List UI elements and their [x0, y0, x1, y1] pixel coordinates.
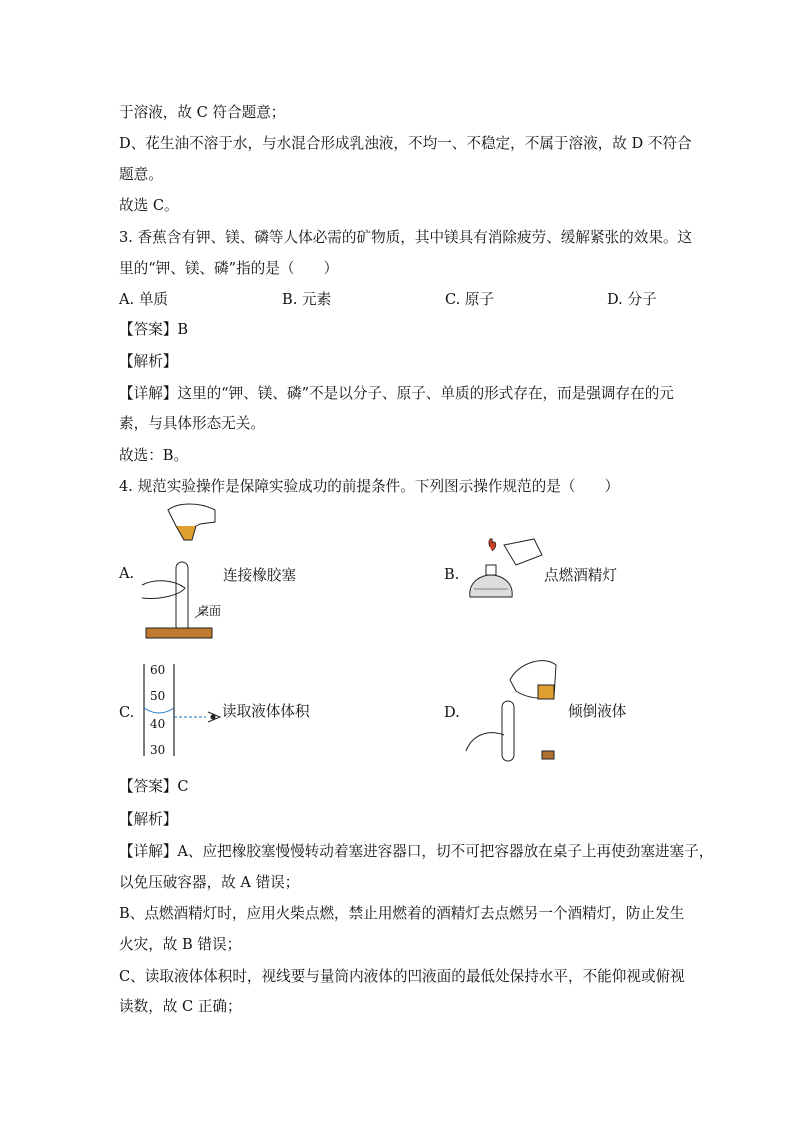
q4-option-c-caption: 读取液体体积 [222, 703, 310, 720]
pouring-liquid-figure [464, 655, 564, 765]
alcohol-lamp-figure [464, 535, 544, 615]
tick-label: 60 [150, 663, 166, 677]
q4-option-d-caption: 倾倒液体 [568, 703, 627, 720]
q4-option-a-caption: 连接橡胶塞 [223, 567, 296, 584]
tick-label: 30 [150, 743, 166, 757]
text-line: D、花生油不溶于水，与水混合形成乳浊液，不均一、不稳定，不属于溶液，故 D 不符合 [119, 135, 692, 152]
detail-text: 素，与具体形态无关。 [119, 415, 265, 432]
analysis-label: 【解析】 [119, 353, 178, 370]
q3-option-a: A. 单质 [119, 291, 169, 308]
tick-label: 50 [150, 689, 166, 703]
question-4-stem: 4. 规范实验操作是保障实验成功的前提条件。下列图示操作规范的是（ ） [119, 478, 620, 495]
q4-option-b-caption: 点燃酒精灯 [544, 567, 617, 584]
q4-option-c-label: C. [119, 704, 135, 721]
q3-option-c: C. 原子 [445, 291, 495, 308]
selection-text: 故选：B。 [119, 447, 189, 464]
question-3-stem: 3. 香蕉含有钾、镁、磷等人体必需的矿物质，其中镁具有消除疲劳、缓解紧张的效果。这 [119, 229, 693, 246]
text-line: 故选 C。 [119, 197, 179, 214]
detail-text: 火灾，故 B 错误； [119, 936, 242, 953]
q4-option-b-label: B. [444, 566, 460, 583]
text-line: 于溶液，故 C 符合题意； [119, 104, 286, 121]
rubber-stopper-figure [140, 500, 220, 645]
q4-option-d-label: D. [444, 704, 460, 721]
detail-text: 【详解】这里的“钾、镁、磷”不是以分子、原子、单质的形式存在，而是强调存在的元 [119, 385, 674, 402]
desk-label: 桌面 [197, 604, 222, 618]
detail-text: C、读取液体体积时，视线要与量筒内液体的凹液面的最低处保持水平，不能仰视或俯视 [119, 968, 685, 985]
text-line: 题意。 [119, 166, 163, 183]
question-3-stem: 里的“钾、镁、磷”指的是（ ） [119, 260, 339, 277]
detail-text: 以免压破容器，故 A 错误； [119, 874, 300, 891]
answer-label: 【答案】C [119, 778, 189, 795]
answer-label: 【答案】B [119, 321, 189, 338]
q3-option-b: B. 元素 [282, 291, 332, 308]
q3-option-d: D. 分子 [607, 291, 657, 308]
tick-label: 40 [150, 717, 166, 731]
detail-text: 【详解】A、应把橡胶塞慢慢转动着塞进容器口，切不可把容器放在桌子上再使劲塞进塞子， [119, 843, 714, 860]
analysis-label: 【解析】 [119, 811, 178, 828]
detail-text: 读数，故 C 正确； [119, 998, 242, 1015]
q4-option-a-label: A. [119, 565, 135, 582]
detail-text: B、点燃酒精灯时，应用火柴点燃，禁止用燃着的酒精灯去点燃另一个酒精灯，防止发生 [119, 905, 685, 922]
